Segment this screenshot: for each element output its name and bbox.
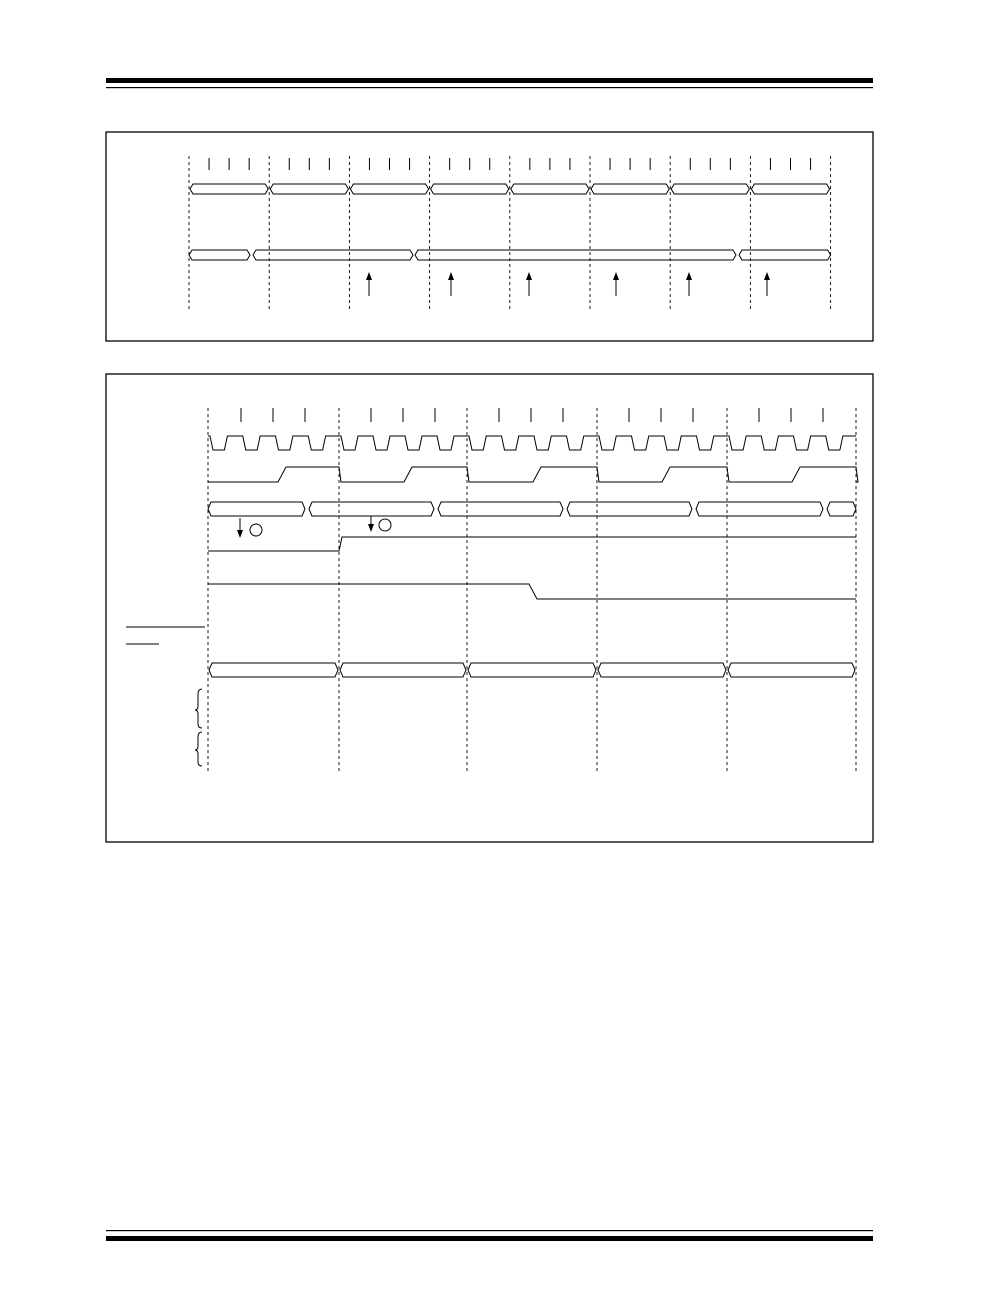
address-bus-segment: [696, 502, 823, 516]
bus-b-segment: [253, 250, 413, 260]
timing-diagram-2: [106, 374, 873, 842]
arrow-head: [366, 272, 372, 280]
oscillator-clock-waveform: [208, 436, 856, 450]
header-rule: [106, 78, 873, 88]
arrow-head: [526, 272, 532, 280]
address-bus-segment: [567, 502, 692, 516]
callout-arrow-1: [237, 518, 243, 538]
callout-marker-2: [379, 519, 391, 531]
callout-arrow-2: [368, 516, 374, 532]
figure-frame: [106, 374, 873, 842]
address-bus-segment: [309, 502, 434, 516]
fetch-arrow: [613, 272, 619, 296]
footer-rule: [106, 1230, 873, 1241]
fetch-arrow: [366, 272, 372, 296]
data-bus-segment: [209, 663, 338, 677]
callout-marker-1: [250, 524, 262, 536]
bus-a-segment: [431, 184, 509, 194]
control-signal-1: [208, 537, 856, 551]
bus-a-segment: [270, 184, 348, 194]
bus-a-segment: [671, 184, 749, 194]
bus-b-segment: [415, 250, 736, 260]
arrow-head: [764, 272, 770, 280]
address-bus-segment: [208, 502, 305, 516]
arrow-head: [448, 272, 454, 280]
fetch-arrow: [526, 272, 532, 296]
bus-a-segment: [511, 184, 589, 194]
bus-a-segment: [591, 184, 669, 194]
arrow-head: [237, 530, 243, 538]
bus-a-segment: [751, 184, 829, 194]
fetch-arrow: [764, 272, 770, 296]
data-bus-segment: [598, 663, 726, 677]
timing-diagram-1: [106, 132, 873, 341]
bus-b-segment: [189, 250, 250, 260]
arrow-head: [368, 524, 374, 532]
clkout-waveform: [208, 467, 858, 482]
address-bus-segment: [827, 502, 856, 516]
data-bus-segment: [340, 663, 466, 677]
bus-a-segment: [190, 184, 268, 194]
bus-b-segment: [739, 250, 831, 260]
bus-a-segment: [350, 184, 428, 194]
brace-1: [195, 689, 202, 728]
arrow-head: [613, 272, 619, 280]
data-bus-segment: [728, 663, 855, 677]
data-bus-segment: [468, 663, 596, 677]
fetch-arrow: [448, 272, 454, 296]
brace-2: [195, 732, 202, 766]
arrow-head: [686, 272, 692, 280]
address-bus-segment: [438, 502, 563, 516]
fetch-arrow: [686, 272, 692, 296]
control-signal-2: [208, 584, 856, 599]
